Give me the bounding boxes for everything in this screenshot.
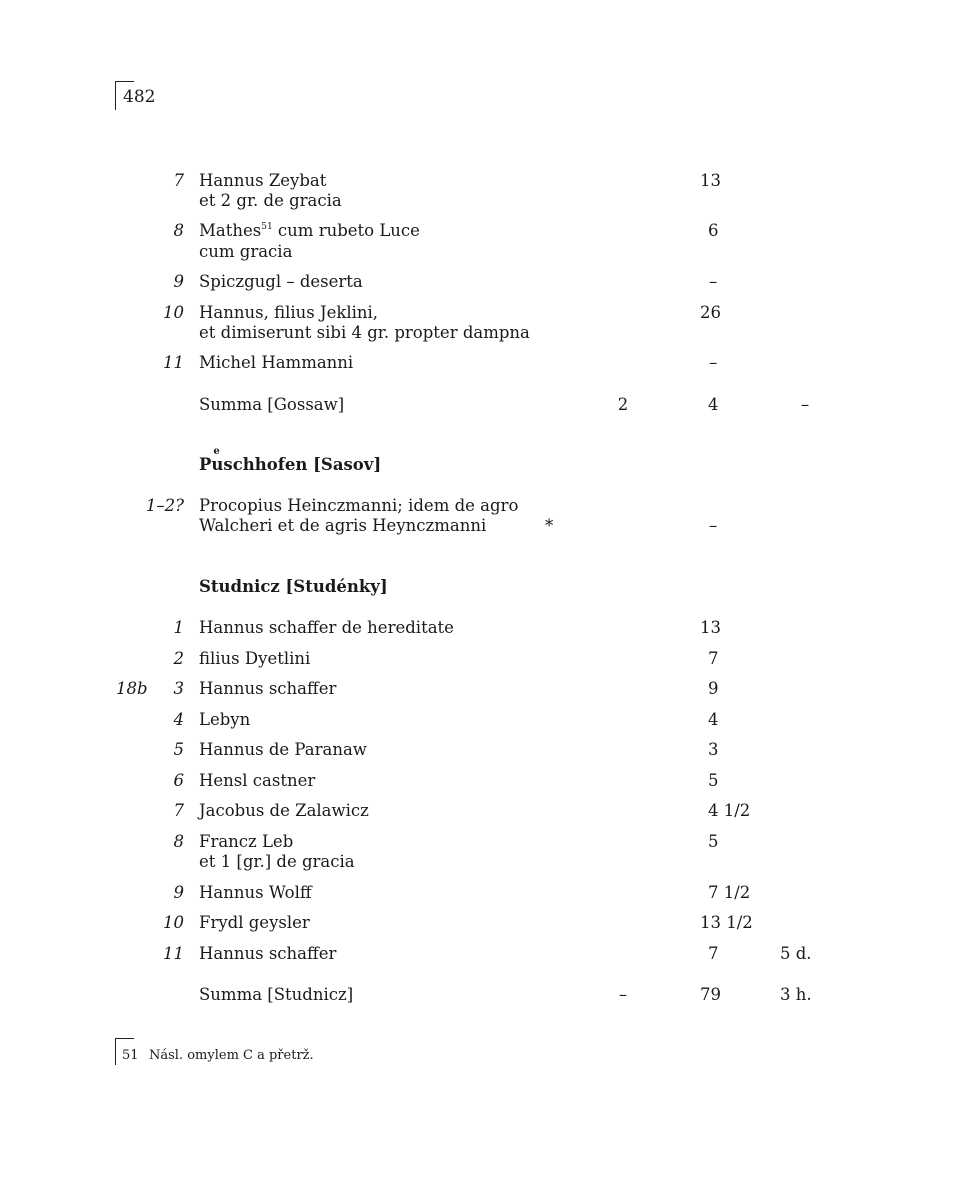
entry-number: 10 <box>163 913 184 932</box>
entry-value: 26 <box>700 303 721 322</box>
heading-rest: schhofen [Sasov] <box>223 455 382 474</box>
summa-col3: 3 h. <box>780 985 812 1004</box>
entry-text: Hannus schaffer <box>199 944 337 963</box>
entry-continuation <box>0 516 960 540</box>
footnote-ref[interactable]: 51 <box>261 222 273 232</box>
entry-number: 8 <box>173 221 184 240</box>
entry-text: Michel Hammanni <box>199 353 354 372</box>
entry-value: 13 <box>700 618 721 637</box>
entry-row <box>0 740 960 764</box>
entry-text: Hensl castner <box>199 771 316 790</box>
entry-value: – <box>709 272 718 291</box>
entry-number: 7 <box>173 801 184 820</box>
summa-col2: 4 <box>708 395 719 414</box>
entry-text: Hannus de Paranaw <box>199 740 367 759</box>
entry-row <box>0 771 960 795</box>
summa-col1: 2 <box>617 395 629 414</box>
summa-label: Summa [Studnicz] <box>199 985 354 1004</box>
page-number: 482 <box>123 87 156 107</box>
entry-value: – <box>709 353 718 372</box>
entry-value: 7 <box>708 944 719 963</box>
entry-text: Hannus Zeybat <box>199 171 327 190</box>
summa-col2: 79 <box>700 985 721 1004</box>
entry-row <box>0 618 960 642</box>
entry-value: 5 <box>708 771 719 790</box>
entry-text: et dimiserunt sibi 4 gr. propter dampna <box>199 323 530 342</box>
footnote-number: 51 <box>122 1048 139 1063</box>
entry-value: 7 1/2 <box>708 883 751 902</box>
entry-value: 4 <box>708 710 719 729</box>
section-heading-puschhofen <box>199 455 381 474</box>
entry-text: Frydl geysler <box>199 913 310 932</box>
entry-number: 11 <box>163 353 184 372</box>
entry-number: 7 <box>173 171 184 190</box>
heading-initial: P <box>199 455 212 474</box>
entry-value: 9 <box>708 679 719 698</box>
entry-number: 8 <box>173 832 184 851</box>
margin-folio-note: 18b <box>116 679 148 698</box>
entry-continuation <box>0 852 960 876</box>
entry-number: 6 <box>173 771 184 790</box>
entry-text: Spiczgugl – deserta <box>199 272 363 291</box>
entry-value: 4 1/2 <box>708 801 751 820</box>
entry-row <box>0 679 960 703</box>
entry-number: 3 <box>173 679 184 698</box>
entry-number: 11 <box>163 944 184 963</box>
entry-text: Walcheri et de agris Heynczmanni <box>199 516 487 535</box>
entry-number: 1–2? <box>145 496 184 515</box>
footnote-text: Násl. omylem C a přetrž. <box>149 1048 314 1063</box>
summa-label: Summa [Gossaw] <box>199 395 345 414</box>
entry-value: 13 <box>700 171 721 190</box>
entry-row <box>0 883 960 907</box>
asterisk-mark: * <box>545 516 554 535</box>
entry-text: Procopius Heinczmanni; idem de agro <box>199 496 519 515</box>
entry-value: – <box>709 516 718 535</box>
entry-value: 7 <box>708 649 719 668</box>
entry-continuation <box>0 191 960 215</box>
entry-text: et 1 [gr.] de gracia <box>199 852 355 871</box>
entry-row <box>0 710 960 734</box>
entry-number: 9 <box>173 272 184 291</box>
entry-name: Mathes <box>199 221 262 240</box>
entry-text: Francz Leb <box>199 832 294 851</box>
entry-number: 1 <box>173 618 184 637</box>
entry-row <box>0 913 960 937</box>
entry-continuation <box>0 323 960 347</box>
summa-row <box>0 395 960 419</box>
summa-col3: – <box>800 395 810 414</box>
summa-col1: – <box>618 985 628 1004</box>
heading-umlaut-letter: u e <box>211 455 223 474</box>
entry-value: 13 1/2 <box>700 913 753 932</box>
entry-text-rest: cum rubeto Luce <box>272 221 420 240</box>
entry-value: 6 <box>708 221 719 240</box>
entry-number: 5 <box>173 740 184 759</box>
entry-text: Hannus Wolff <box>199 883 312 902</box>
entry-text: filius Dyetlini <box>199 649 311 668</box>
entry-number: 9 <box>173 883 184 902</box>
entry-text <box>199 221 420 240</box>
section-heading-studnicz: Studnicz [Studénky] <box>199 577 388 596</box>
entry-text: cum gracia <box>199 242 293 261</box>
entry-continuation <box>0 242 960 266</box>
entry-number: 10 <box>163 303 184 322</box>
entry-number: 4 <box>173 710 184 729</box>
entry-text: Jacobus de Zalawicz <box>199 801 369 820</box>
entry-text: Hannus schaffer de hereditate <box>199 618 454 637</box>
entry-value: 3 <box>708 740 719 759</box>
entry-row <box>0 272 960 296</box>
entry-row <box>0 801 960 825</box>
entry-extra-value: 5 d. <box>780 944 812 963</box>
entry-text: Hannus schaffer <box>199 679 337 698</box>
entry-text: et 2 gr. de gracia <box>199 191 342 210</box>
summa-row <box>0 985 960 1009</box>
entry-value: 5 <box>708 832 719 851</box>
entry-row <box>0 944 960 968</box>
entry-number: 2 <box>173 649 184 668</box>
entry-row <box>0 649 960 673</box>
entry-text: Lebyn <box>199 710 251 729</box>
entry-text: Hannus, filius Jeklini, <box>199 303 379 322</box>
entry-row <box>0 353 960 377</box>
